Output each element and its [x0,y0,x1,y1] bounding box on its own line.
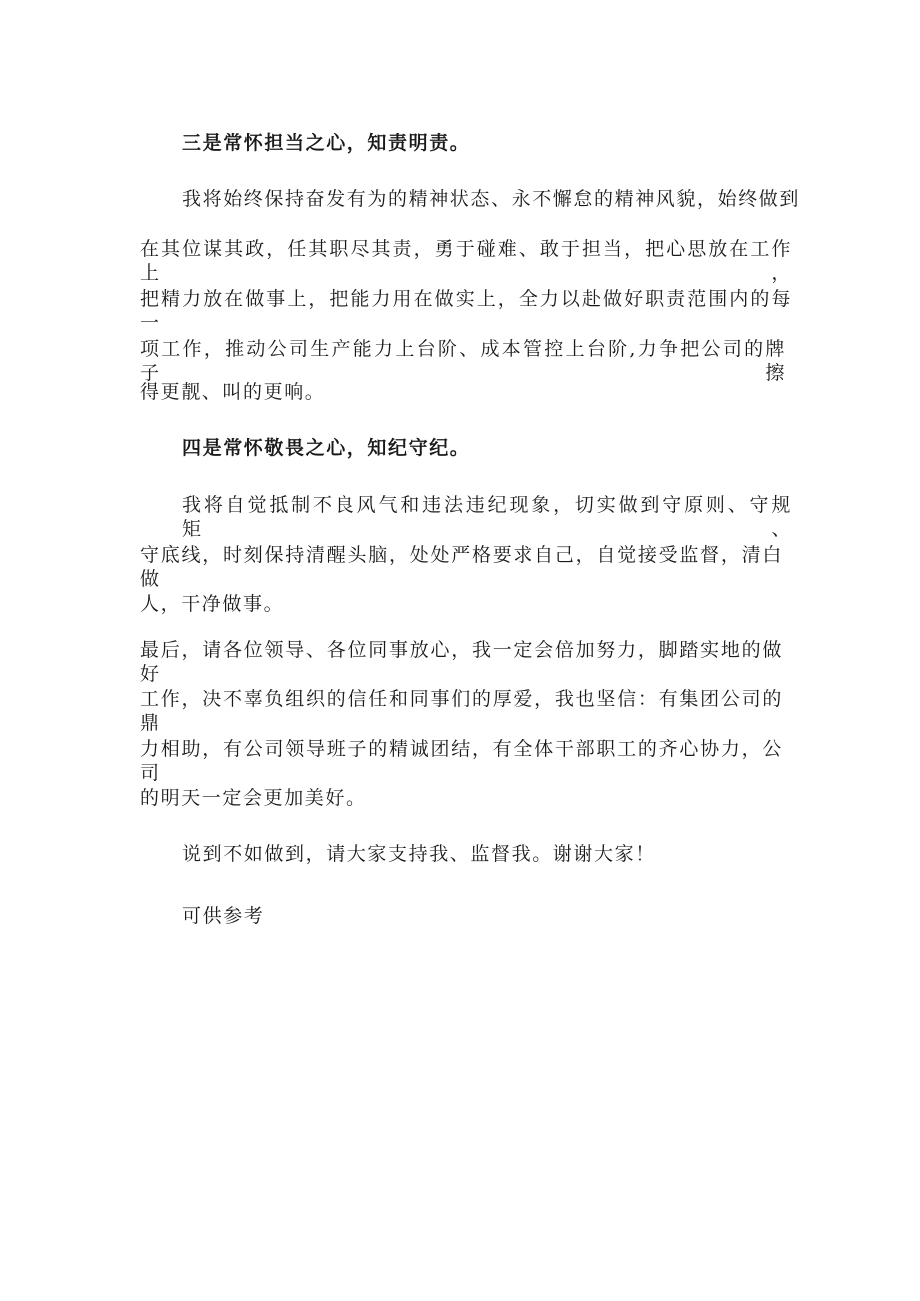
paragraph-line: 在其位谋其政，任其职尽其责，勇于碰难、敢于担当，把心思放在工作上， [140,238,792,284]
paragraph-line: 最后，请各位领导、各位同事放心，我一定会倍加努力，脚踏实地的做好 [140,639,783,685]
paragraph-line: 项工作，推动公司生产能力上台阶、成本管控上台阶,力争把公司的牌子擦 [140,338,786,384]
paragraph-line: 我将始终保持奋发有为的精神状态、永不懈怠的精神风貌，始终做到 [182,188,801,210]
footer-note: 可供参考 [182,905,265,927]
paragraph-line: 守底线，时刻保持清醒头脑，处处严格要求自己，自觉接受监督，清白做 [140,544,783,590]
paragraph-line: 我将自觉抵制不良风气和违法违纪现象，切实做到守原则、守规矩、 [182,494,792,540]
paragraph-line: 力相助，有公司领导班子的精诚团结，有全体干部职工的齐心协力，公司 [140,738,783,784]
paragraph-line: 得更靓、叫的更响。 [140,381,326,403]
section-heading-3: 三是常怀担当之心，知责明责。 [182,132,471,154]
paragraph-line: 把精力放在做事上，把能力用在做实上，全力以赴做好职责范围内的每一 [140,288,792,334]
closing-line: 说到不如做到，请大家支持我、监督我。谢谢大家！ [182,843,656,865]
paragraph-line: 人，干净做事。 [140,593,285,615]
paragraph-line: 工作，决不辜负组织的信任和同事们的厚爱，我也坚信：有集团公司的鼎 [140,688,783,734]
paragraph-line: 的明天一定会更加美好。 [140,787,367,809]
section-heading-4: 四是常怀敬畏之心，知纪守纪。 [182,437,471,459]
